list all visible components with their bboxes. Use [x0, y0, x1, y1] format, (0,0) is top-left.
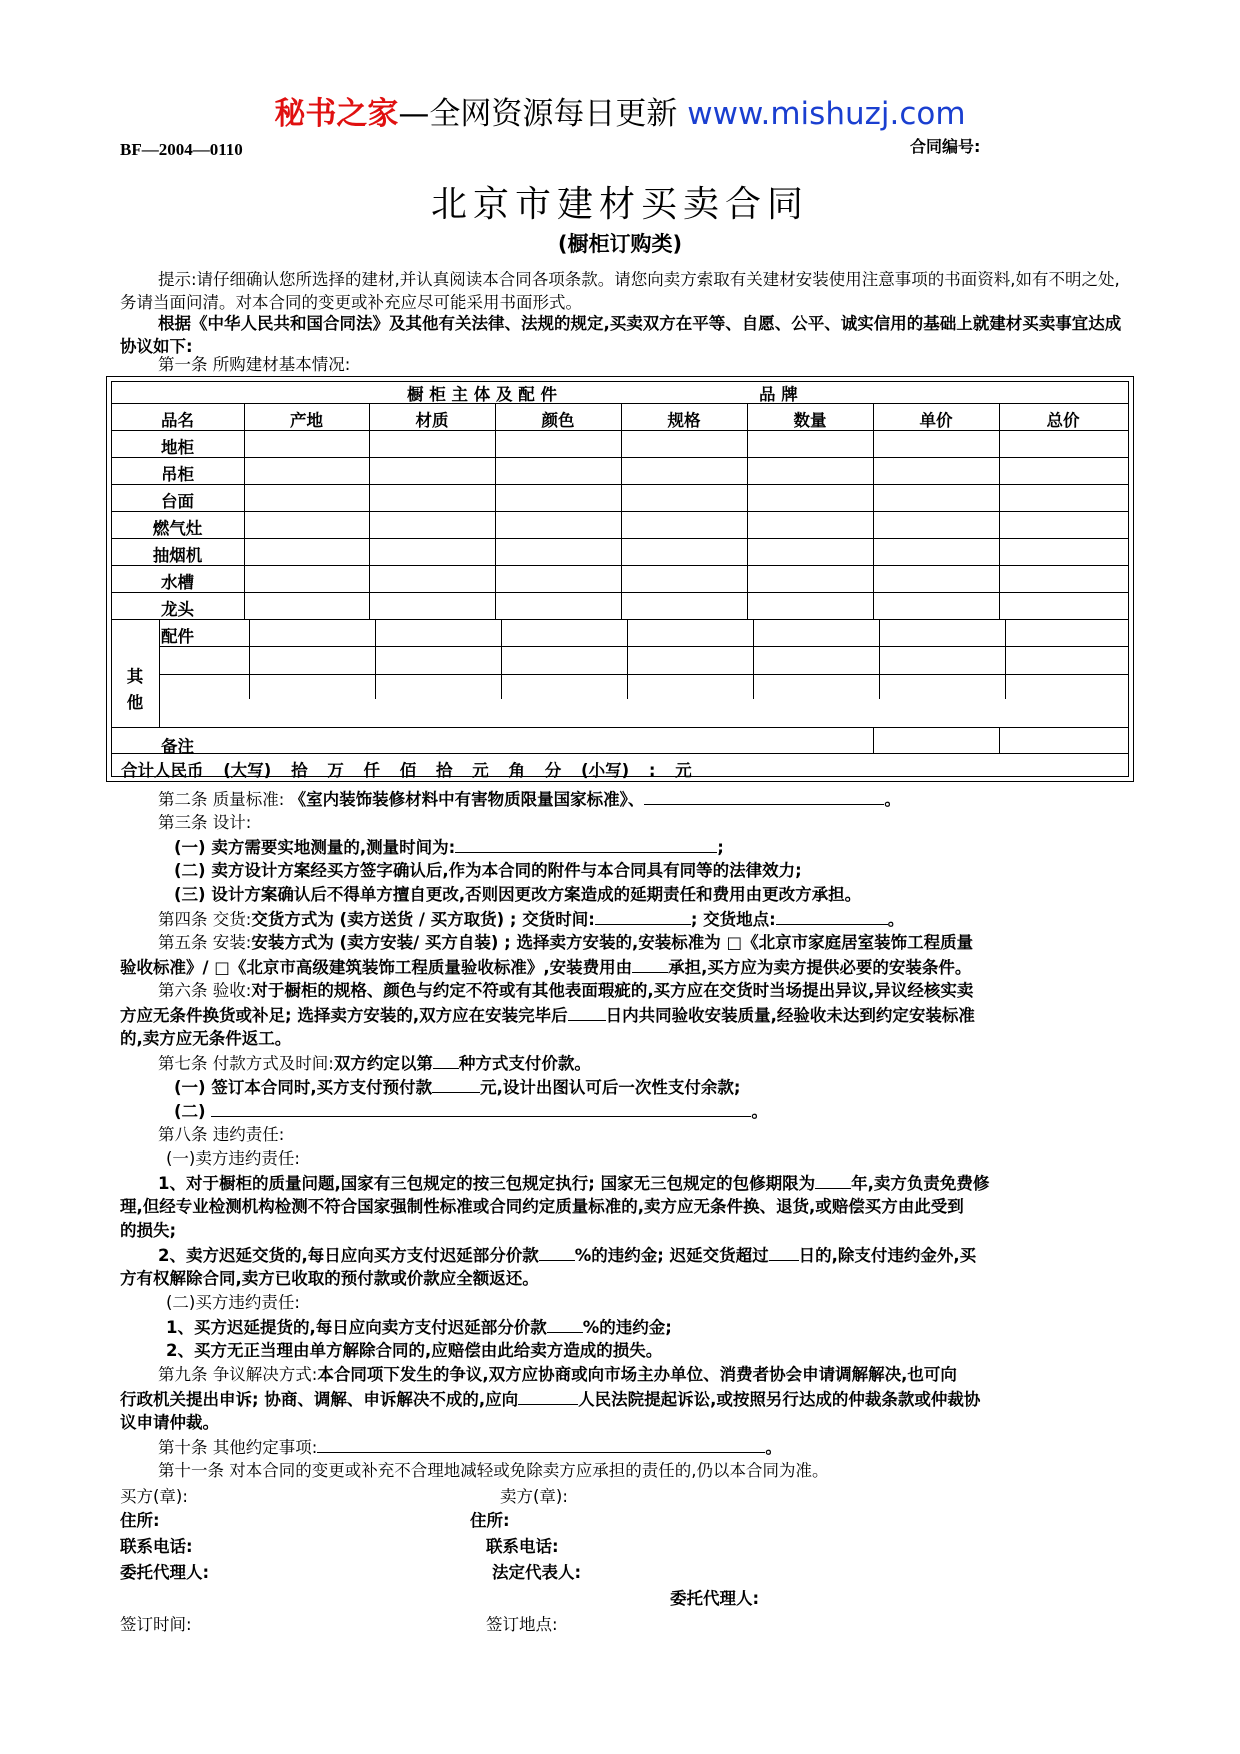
page-title: 北京市建材买卖合同	[430, 184, 809, 225]
article-5-text-2b: 承担,买方应为卖方提供必要的安装条件。	[668, 958, 972, 977]
article-6-line-1	[158, 980, 973, 1002]
article-6-text: 对于橱柜的规格、颜色与约定不符或有其他表面瑕疵的,买方应在交货时当场提出异议,异议经核实卖	[251, 981, 974, 1000]
article-9-text-2b: 人民法院提起诉讼,或按照另行达成的仲裁条款或仲裁协	[578, 1390, 981, 1409]
remark-label: 备注	[161, 737, 194, 756]
article-9-head: 第九条 争议解决方式:	[158, 1365, 318, 1384]
row-label: 配件	[161, 627, 194, 646]
article-4-end: 。	[887, 910, 905, 929]
row-label: 抽烟机	[152, 546, 203, 565]
article-9-text-2a: 行政机关提出申诉; 协商、调解、申诉解决不成的,应向	[120, 1390, 519, 1409]
table-header-brand: 品 牌	[759, 385, 798, 404]
buyer-agent-label: 委托代理人:	[120, 1563, 210, 1582]
article-7-item-1	[174, 1076, 740, 1099]
col-header: 数量	[793, 411, 827, 430]
total-amount-row: 合计人民币 (大写) 拾 万 仟 佰 拾 元 角 分 (小写) : 元	[121, 761, 692, 780]
article-8-q1-text-a: 1、买方迟延提货的,每日应向卖方支付迟延部分价款	[166, 1318, 547, 1337]
article-6-line-3: 的,卖方应无条件返工。	[120, 1029, 292, 1048]
article-7-item-2-end: 。	[751, 1102, 768, 1121]
seller-penalty-rate-blank[interactable]	[539, 1244, 575, 1261]
article-1: 第一条 所购建材基本情况:	[158, 355, 351, 374]
article-3-item-1-text: (一) 卖方需要实地测量的,测量时间为:	[174, 838, 456, 857]
buyer-address-label: 住所:	[120, 1511, 160, 1530]
notice-paragraph: 提示:请仔细确认您所选择的建材,并认真阅读本合同各项条款。请您向卖方索取有关建材安装使用注意事项的书面资料,如有不明之处,务请当面问清。对本合同的变更或补充应尽可能采用书面形式。	[120, 270, 1120, 312]
article-3-item-3: (三) 设计方案确认后不得单方擅自更改,否则因更改方案造成的延期责任和费用由更改方承担。	[174, 885, 862, 904]
banner-brand: 秘书之家	[274, 96, 399, 132]
article-9-text: 本合同项下发生的争议,双方应协商或向市场主办单位、消费者协会申请调解解决,也可向	[317, 1365, 957, 1384]
seller-address-label: 住所:	[470, 1511, 510, 1530]
delay-days-blank[interactable]	[769, 1244, 799, 1261]
col-header: 规格	[667, 411, 701, 430]
article-7-item-1-text-b: 元,设计出图认可后一次性支付余款;	[480, 1078, 741, 1097]
seller-seal-label: 卖方(章):	[500, 1487, 568, 1506]
article-8-p2-text-b: %的违约金; 迟延交货超过	[574, 1246, 769, 1265]
acceptance-days-blank[interactable]	[568, 1004, 606, 1021]
article-8-q2: 2、买方无正当理由单方解除合同的,应赔偿由此给卖方造成的损失。	[166, 1341, 663, 1360]
article-7-item-1-text-a: (一) 签订本合同时,买方支付预付款	[174, 1078, 433, 1097]
seller-phone-label: 联系电话:	[486, 1537, 559, 1556]
other-label: 他	[126, 693, 144, 712]
article-6-text-2a: 方应无条件换货或补足; 选择卖方安装的,双方应在安装完毕后	[120, 1006, 568, 1025]
article-3-item-1-end: ;	[717, 838, 724, 857]
article-8-p2-text-c: 日的,除支付违约金外,买	[798, 1246, 977, 1265]
article-5-head: 第五条 安装:	[158, 933, 252, 952]
other-payment-blank[interactable]	[211, 1100, 751, 1117]
seller-legal-rep-label: 法定代表人:	[492, 1563, 582, 1582]
article-5-line-1	[158, 932, 973, 954]
article-8-p1-line-3: 的损失;	[120, 1221, 177, 1240]
contract-number-label: 合同编号:	[910, 137, 981, 156]
buyer-seal-label: 买方(章):	[120, 1487, 188, 1506]
measure-time-blank[interactable]	[455, 836, 717, 853]
court-blank[interactable]	[518, 1388, 578, 1405]
col-header: 品名	[161, 411, 194, 430]
row-label: 龙头	[161, 600, 194, 619]
article-7	[158, 1052, 591, 1075]
article-10-head: 第十条 其他约定事项:	[158, 1438, 318, 1457]
article-2-head: 第二条 质量标准:	[158, 790, 285, 809]
other-terms-blank[interactable]	[317, 1436, 765, 1453]
buyer-penalty-rate-blank[interactable]	[547, 1316, 583, 1333]
article-8-q1	[166, 1316, 672, 1339]
row-label: 地柜	[161, 438, 194, 457]
materials-table	[106, 376, 1134, 782]
article-8-q1-text-b: %的违约金;	[582, 1318, 672, 1337]
prepayment-blank[interactable]	[432, 1076, 480, 1093]
payment-method-blank[interactable]	[433, 1052, 459, 1069]
article-3-item-1	[174, 836, 724, 859]
row-label: 吊柜	[161, 465, 194, 484]
article-8-p2-line-1	[158, 1244, 976, 1267]
article-2	[158, 788, 901, 811]
article-4-text-a: 交货方式为 (卖方送货 / 买方取货) ; 交货时间:	[251, 910, 595, 929]
article-11: 第十一条 对本合同的变更或补充不合理地减轻或免除卖方应承担的责任的,仍以本合同为准。	[158, 1461, 829, 1480]
article-8-p1-line-2: 理,但经专业检测机构检测不符合国家强制性标准或合同约定质量标准的,卖方应无条件换、退货,或赔偿买方由此受到	[120, 1197, 964, 1216]
article-7-text-b: 种方式支付价款。	[458, 1054, 591, 1073]
basis-paragraph: 根据《中华人民共和国合同法》及其他有关法律、法规的规定,买卖双方在平等、自愿、公平、诚实信用的基础上就建材买卖事宜达成协议如下:	[120, 314, 1122, 356]
article-7-text-a: 双方约定以第	[333, 1054, 433, 1073]
article-6-text-2b: 日内共同验收安装质量,经验收未达到约定安装标准	[605, 1006, 975, 1025]
article-8-p2-text-a: 2、卖方迟延交货的,每日应向买方支付迟延部分价款	[158, 1246, 539, 1265]
article-4-head: 第四条 交货:	[158, 910, 252, 929]
article-7-item-2-label: (二)	[174, 1102, 206, 1121]
signing-time-label: 签订时间:	[120, 1615, 192, 1634]
row-label: 燃气灶	[152, 519, 203, 538]
row-label: 台面	[161, 492, 194, 511]
article-7-item-2	[174, 1100, 768, 1123]
article-5-text-2a: 验收标准》/ □《北京市高级建筑装饰工程质量验收标准》,安装费用由	[120, 958, 633, 977]
site-banner	[0, 88, 1240, 133]
article-2-end: 。	[884, 790, 901, 809]
col-header: 产地	[290, 411, 323, 430]
seller-liability-head: (一)卖方违约责任:	[166, 1149, 300, 1168]
article-10	[158, 1436, 782, 1459]
article-5-text: 安装方式为 (卖方安装/ 买方自装) ; 选择卖方安装的,安装标准为 □《北京市家庭居室装饰工程质量	[251, 933, 974, 952]
article-4	[158, 908, 904, 931]
article-8-head: 第八条 违约责任:	[158, 1125, 285, 1144]
article-3-head: 第三条 设计:	[158, 813, 252, 832]
install-fee-payer-blank[interactable]	[632, 956, 668, 973]
article-4-text-b: ; 交货地点:	[690, 910, 776, 929]
article-8-p2-line-2: 方有权解除合同,卖方已收取的预付款或价款应全额返还。	[120, 1269, 539, 1288]
banner-text: —全网资源每日更新	[398, 96, 688, 132]
article-8-p1-text-b: 年,卖方负责免费修	[851, 1174, 990, 1193]
article-8-p1-text-a: 1、对于橱柜的质量问题,国家有三包规定的按三包规定执行; 国家无三包规定的包修期限为	[158, 1174, 816, 1193]
article-2-text: 《室内装饰装修材料中有害物质限量国家标准》、	[289, 790, 645, 809]
table-header-body-parts: 橱 柜 主 体 及 配 件	[407, 385, 557, 404]
col-header: 总价	[1046, 411, 1080, 430]
article-5-line-2	[120, 956, 971, 979]
article-8-p1-line-1	[158, 1172, 989, 1195]
article-9-line-2	[120, 1388, 980, 1411]
banner-url[interactable]: www.mishuzj.com	[687, 96, 966, 132]
buyer-phone-label: 联系电话:	[120, 1537, 193, 1556]
col-header: 单价	[919, 411, 953, 430]
document-code: BF—2004—0110	[120, 140, 243, 159]
other-label: 其	[126, 667, 144, 686]
delivery-time-blank[interactable]	[595, 908, 691, 925]
page-subtitle: (橱柜订购类)	[557, 232, 683, 256]
col-header: 材质	[415, 411, 449, 430]
signing-place-label: 签订地点:	[486, 1615, 558, 1634]
quality-standard-blank[interactable]	[644, 788, 884, 805]
article-6-line-2	[120, 1004, 975, 1027]
warranty-years-blank[interactable]	[815, 1172, 851, 1189]
buyer-liability-head: (二)买方违约责任:	[166, 1293, 300, 1312]
article-7-head: 第七条 付款方式及时间:	[158, 1054, 334, 1073]
article-3-item-2: (二) 卖方设计方案经买方签字确认后,作为本合同的附件与本合同具有同等的法律效力;	[174, 861, 802, 880]
article-9-line-1	[158, 1364, 957, 1386]
article-10-end: 。	[765, 1438, 782, 1457]
materials-table-inner	[111, 381, 1129, 777]
article-9-line-3: 议申请仲裁。	[120, 1413, 219, 1432]
col-header: 颜色	[541, 411, 575, 430]
delivery-place-blank[interactable]	[776, 908, 888, 925]
row-label: 水槽	[161, 573, 194, 592]
article-6-head: 第六条 验收:	[158, 981, 252, 1000]
seller-agent-label: 委托代理人:	[670, 1589, 760, 1608]
